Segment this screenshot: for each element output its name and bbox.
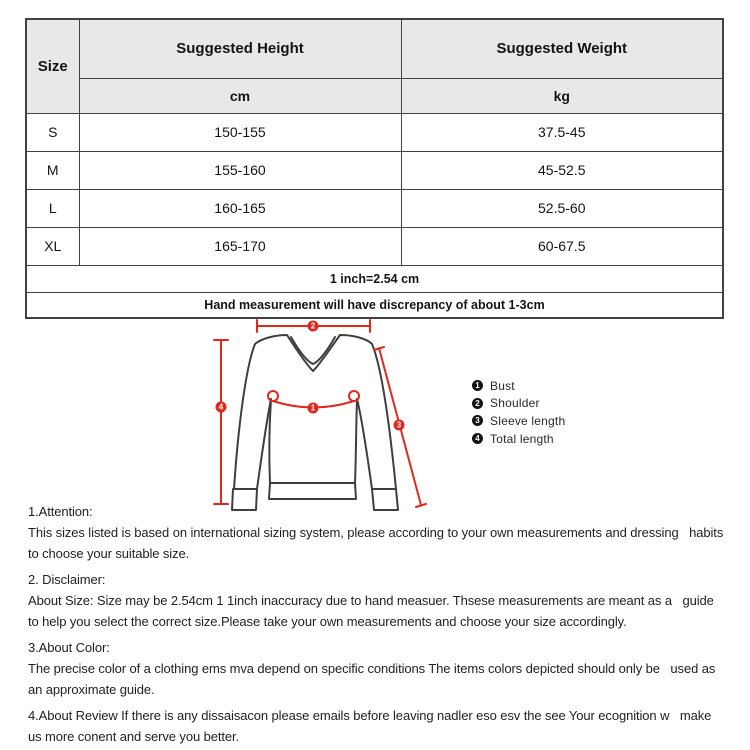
note-attention — [28, 501, 740, 564]
note-line: This sizes listed is based on international sizing system, please according to your own measurements and dressing habits — [28, 525, 724, 540]
legend-label-shoulder: Shoulder — [490, 396, 540, 411]
row-s-weight: 37.5-45 — [401, 113, 723, 151]
sweater-diagram — [150, 313, 480, 525]
measurement-markers — [216, 321, 405, 431]
number-badge-icon: 3 — [472, 415, 483, 426]
number-badge-icon: 2 — [472, 398, 483, 409]
row-xl-height: 165-170 — [79, 227, 401, 265]
marker-bust: 1 — [310, 403, 316, 413]
row-l-size: L — [26, 189, 79, 227]
note-line: an approximate guide. — [28, 682, 155, 697]
number-badge-icon: 4 — [472, 433, 483, 444]
note-line: us more conent and serve you better. — [28, 729, 240, 744]
footnote-hand-measurement: Hand measurement will have discrepancy of about 1-3cm — [26, 292, 723, 318]
note-about-color — [28, 637, 740, 700]
marker-sleeve-length: 3 — [396, 420, 402, 430]
size-chart-table — [25, 18, 724, 319]
note-line: The precise color of a clothing ems mva depend on specific conditions The items colors depicted should only be used as — [28, 661, 716, 676]
table-row — [26, 189, 723, 227]
sweater-outline-icon — [232, 335, 398, 510]
table-row — [26, 151, 723, 189]
legend-label-bust: Bust — [490, 378, 515, 393]
table-row — [26, 227, 723, 265]
row-xl-size: XL — [26, 227, 79, 265]
unit-kg: kg — [401, 78, 723, 113]
row-m-weight: 45-52.5 — [401, 151, 723, 189]
legend-item-sleeve-length — [472, 412, 565, 430]
note-line: 4.About Review If there is any dissaisacon please emails before leaving nadler eso esv the see Your ecognition w make — [28, 708, 712, 723]
header-size: Size — [26, 19, 79, 113]
legend-item-bust — [472, 377, 565, 395]
note-line: About Size: Size may be 2.54cm 1 1inch inaccuracy due to hand measuer. Thsese measurements are meant as a guide — [28, 593, 714, 608]
note-heading: 3.About Color: — [28, 640, 110, 655]
legend-label-total-length: Total length — [490, 431, 554, 446]
marker-shoulder: 2 — [310, 321, 316, 331]
header-suggested-height: Suggested Height — [79, 19, 401, 78]
note-heading: 2. Disclaimer: — [28, 572, 106, 587]
note-heading: 1.Attention: — [28, 504, 93, 519]
note-line: to choose your suitable size. — [28, 546, 190, 561]
row-s-height: 150-155 — [79, 113, 401, 151]
footnote-inch-conversion: 1 inch=2.54 cm — [26, 265, 723, 292]
number-badge-icon: 1 — [472, 380, 483, 391]
marker-total-length: 4 — [218, 402, 224, 412]
row-m-height: 155-160 — [79, 151, 401, 189]
row-m-size: M — [26, 151, 79, 189]
unit-cm: cm — [79, 78, 401, 113]
legend-item-total-length — [472, 430, 565, 448]
row-xl-weight: 60-67.5 — [401, 227, 723, 265]
row-l-height: 160-165 — [79, 189, 401, 227]
note-about-review — [28, 705, 740, 747]
notes-section — [28, 501, 740, 750]
legend-item-shoulder — [472, 395, 565, 413]
measurement-legend — [472, 377, 565, 447]
legend-label-sleeve-length: Sleeve length — [490, 413, 566, 428]
note-line: to help you select the correct size.Please take your own measurements and choose your size accordingly. — [28, 614, 627, 629]
row-l-weight: 52.5-60 — [401, 189, 723, 227]
note-disclaimer — [28, 569, 740, 632]
header-suggested-weight: Suggested Weight — [401, 19, 723, 78]
table-row — [26, 113, 723, 151]
row-s-size: S — [26, 113, 79, 151]
